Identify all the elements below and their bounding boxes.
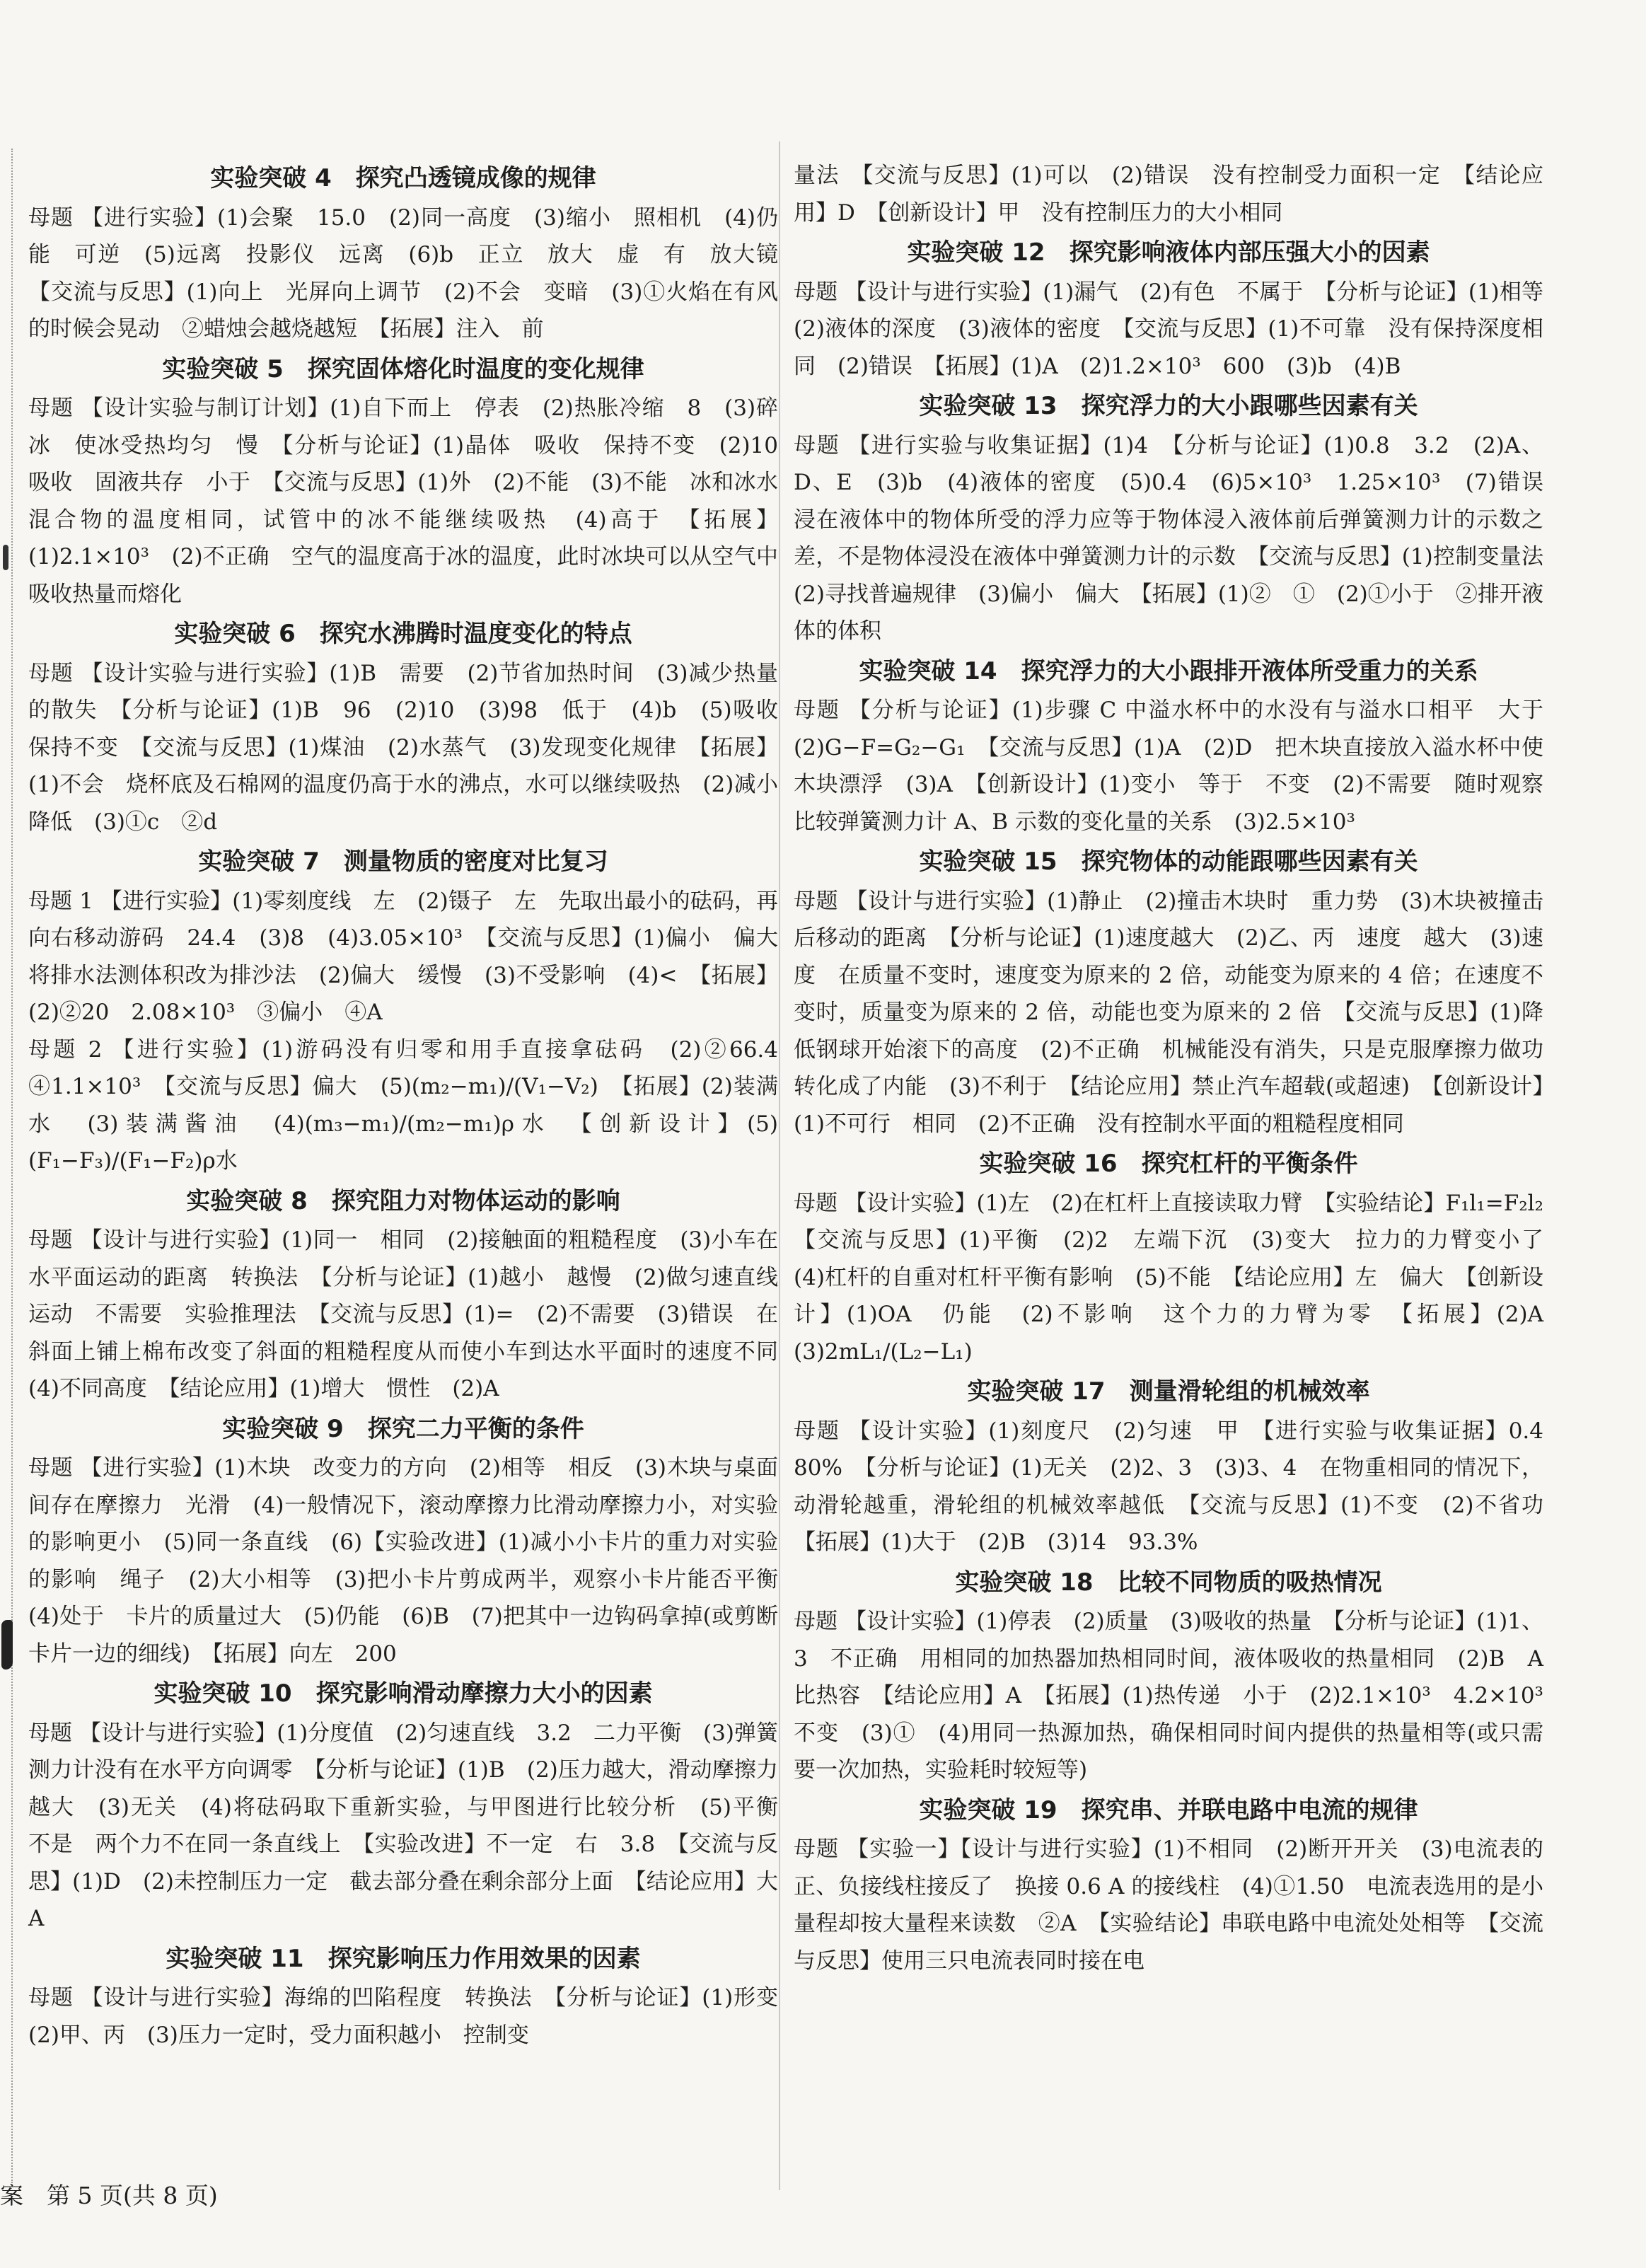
answer-paragraph: 母题 【实验一】【设计与进行实验】(1)不相同 (2)断开开关 (3)电流表的正、负接线柱接反了 换接 0.6 A 的接线柱 (4)①1.50 电流表选用的是小量程却按大量程来读数 ②A 【实验结论】串联电路中电流处处相等 【交流与反思】使用三只电流表同时接在电: [794, 1836, 1543, 1974]
answer-paragraph: 母题 【分析与论证】(1)步骤 C 中溢水杯中的水没有与溢水口相平 大于 (2)G−F=G₂−G₁ 【交流与反思】(1)A (2)D 把木块直接放入溢水杯中使木块漂浮 (3)A 【创新设计】(1)变小 等于 不变 (2)不需要 随时观察比较弹簧测力计 A、B 示数的变化量的关系 (3)2.5×10³: [794, 698, 1565, 835]
section-heading: 实验突破 10 探究影响滑动摩擦力大小的因素: [153, 1679, 653, 1708]
section-heading: 实验突破 11 探究影响压力作用效果的因素: [166, 1944, 641, 1973]
answer-paragraph: 母题 【设计实验】(1)刻度尺 (2)匀速 甲 【进行实验与收集证据】0.4 80% 【分析与论证】(1)无关 (2)2、3 (3)3、4 在物重相同的情况下，动滑轮越重，滑轮组的机械效率越低 【交流与反思】(1)不变 (2)不省功 【拓展】(1)大于 (2)B (3)14 93.3%: [794, 1418, 1565, 1555]
answer-paragraph: 母题 【设计与进行实验】(1)分度值 (2)匀速直线 3.2 二力平衡 (3)弹簧测力计没有在水平方向调零 【分析与论证】(1)B (2)压力越大，滑动摩擦力越大 (3)无关 (4)将砝码取下重新实验，与甲图进行比较分析 (5)平衡 不是 两个力不在同一条直线上 【实验改进】不一定 右 3.8 【交流与反思】(1)D (2)未控制压力一定 截去部分叠在剩余部分上面 【结论应用】大 A: [28, 1720, 800, 1931]
answer-paragraph: 母题 【设计实验与制订计划】(1)自下而上 停表 (2)热胀冷缩 8 (3)碎冰 使冰受热均匀 慢 【分析与论证】(1)晶体 吸收 保持不变 (2)10 吸收 固液共存 小于 【交流与反思】(1)外 (2)不能 (3)不能 冰和冰水混合物的温度相同，试管中的冰不能继续吸热 (4)高于 【拓展】(1)2.1×10³ (2)不正确 空气的温度高于冰的温度，此时冰块可以从空气中吸收热量而熔化: [28, 395, 800, 607]
section-heading: 实验突破 19 探究串、并联电路中电流的规律: [919, 1795, 1418, 1824]
left-column: [28, 157, 800, 2054]
section-heading: 实验突破 6 探究水沸腾时温度变化的特点: [174, 620, 632, 648]
answer-paragraph: 母题 【设计与进行实验】(1)静止 (2)撞击木块时 重力势 (3)木块被撞击后移动的距离 【分析与论证】(1)速度越大 (2)乙、丙 速度 越大 (3)速度 在质量不变时，速度变为原来的 2 倍，动能变为原来的 4 倍；在速度不变时，质量变为原来的 2 倍，动能也变为原来的 2 倍 【交流与反思】(1)降低钢球开始滚下的高度 (2)不正确 机械能没有消失，只是克服摩擦力做功转化成了内能 (3)不利于 【结论应用】禁止汽车超载(或超速) 【创新设计】(1)不可行 相同 (2)不正确 没有控制水平面的粗糙程度相同: [794, 888, 1543, 1137]
section-heading: 实验突破 5 探究固体熔化时温度的变化规律: [162, 354, 644, 383]
answer-paragraph: 量法 【交流与反思】(1)可以 (2)错误 没有控制受力面积一定 【结论应用】D 【创新设计】甲 没有控制压力的大小相同: [794, 163, 1543, 226]
answer-paragraph: 母题 【进行实验与收集证据】(1)4 【分析与论证】(1)0.8 3.2 (2)A、D、E (3)b (4)液体的密度 (5)0.4 (6)5×10³ 1.25×10³ (7)错误 浸在液体中的物体所受的浮力应等于物体浸入液体前后弹簧测力计的示数之差，不是物体浸没在液体中弹簧测力计的示数 【交流与反思】(1)控制变量法 (2)寻找普遍规律 (3)偏小 偏大 【拓展】(1)② ① (2)①小于 ②排开液体的体积: [794, 432, 1565, 644]
answer-paragraph: 母题 【进行实验】(1)会聚 15.0 (2)同一高度 (3)缩小 照相机 (4)仍能 可逆 (5)远离 投影仪 远离 (6)b 正立 放大 虚 有 放大镜 【交流与反思】(1)向上 光屏向上调节 (2)不会 变暗 (3)①火焰在有风的时候会晃动 ②蜡烛会越烧越短 【拓展】注入 前: [28, 204, 800, 342]
answer-paragraph: 母题 【进行实验】(1)木块 改变力的方向 (2)相等 相反 (3)木块与桌面间存在摩擦力 光滑 (4)一般情况下，滚动摩擦力比滑动摩擦力小，对实验的影响更小 (5)同一条直线 (6)【实验改进】(1)减小小卡片的重力对实验的影响 绳子 (2)大小相等 (3)把小卡片剪成两半，观察小卡片能否平衡 (4)处于 卡片的质量过大 (5)仍能 (6)B (7)把其中一边钩码拿掉(或剪断卡片一边的细线) 【拓展】向左 200: [28, 1455, 800, 1667]
section-heading: 实验突破 16 探究杠杆的平衡条件: [979, 1150, 1358, 1178]
section-heading: 实验突破 4 探究凸透镜成像的规律: [210, 164, 596, 192]
binding-margin-line: [11, 149, 13, 2183]
section-heading: 实验突破 8 探究阻力对物体运动的影响: [186, 1186, 620, 1215]
ink-mark-small: [3, 545, 8, 570]
answer-paragraph: 母题 1 【进行实验】(1)零刻度线 左 (2)镊子 左 先取出最小的砝码，再向右移动游码 24.4 (3)8 (4)3.05×10³ 【交流与反思】(1)偏小 偏大 将排水法测体积改为排沙法 (2)偏大 缓慢 (3)不受影响 (4)< 【拓展】(2)②20 2.08×10³ ③偏小 ④A: [28, 888, 800, 1025]
right-column: [794, 157, 1565, 1979]
section-heading: 实验突破 18 比较不同物质的吸热情况: [955, 1568, 1382, 1597]
page-footer: 案 第 5 页(共 8 页): [0, 2182, 218, 2209]
section-heading: 实验突破 14 探究浮力的大小跟排开液体所受重力的关系: [859, 656, 1478, 685]
section-heading: 实验突破 12 探究影响液体内部压强大小的因素: [907, 238, 1430, 267]
section-heading: 实验突破 7 测量物质的密度对比复习: [198, 847, 608, 876]
section-heading: 实验突破 9 探究二力平衡的条件: [222, 1414, 584, 1443]
answer-paragraph: 母题 2 【进行实验】(1)游码没有归零和用手直接拿砝码 (2)②66.4 ④1.1×10³ 【交流与反思】偏大 (5)(m₂−m₁)/(V₁−V₂) 【拓展】(2)装满水 (3)装满酱油 (4)(m₃−m₁)/(m₂−m₁)ρ水 【创新设计】(5)(F₁−F₃)/(F₁−F₂)ρ水: [28, 1036, 800, 1174]
answer-paragraph: 母题 【设计实验】(1)左 (2)在杠杆上直接读取力臂 【实验结论】F₁l₁=F₂l₂ 【交流与反思】(1)平衡 (2)2 左端下沉 (3)变大 拉力的力臂变小了 (4)杠杆的自重对杠杆平衡有影响 (5)不能 【结论应用】左 偏大 【创新设计】(1)OA 仍能 (2)不影响 这个力的力臂为零 【拓展】(2)A (3)2mL₁/(L₂−L₁): [794, 1190, 1565, 1365]
section-heading: 实验突破 15 探究物体的动能跟哪些因素有关: [919, 847, 1418, 876]
section-heading: 实验突破 13 探究浮力的大小跟哪些因素有关: [919, 392, 1418, 420]
answer-paragraph: 母题 【设计与进行实验】海绵的凹陷程度 转换法 【分析与论证】(1)形变 (2)甲、丙 (3)压力一定时，受力面积越小 控制变: [28, 1985, 800, 2048]
ink-mark: [1, 1620, 13, 1670]
answer-paragraph: 母题 【设计与进行实验】(1)漏气 (2)有色 不属于 【分析与论证】(1)相等 (2)液体的深度 (3)液体的密度 【交流与反思】(1)不可靠 没有保持深度相同 (2)错误 【拓展】(1)A (2)1.2×10³ 600 (3)b (4)B: [794, 279, 1565, 379]
answer-paragraph: 母题 【设计实验】(1)停表 (2)质量 (3)吸收的热量 【分析与论证】(1)1、3 不正确 用相同的加热器加热相同时间，液体吸收的热量相同 (2)B A 比热容 【结论应用】A 【拓展】(1)热传递 小于 (2)2.1×10³ 4.2×10³ 不变 (3)① (4)用同一热源加热，确保相同时间内提供的热量相等(或只需要一次加热，实验耗时较短等): [794, 1609, 1565, 1783]
answer-paragraph: 母题 【设计与进行实验】(1)同一 相同 (2)接触面的粗糙程度 (3)小车在水平面运动的距离 转换法 【分析与论证】(1)越小 越慢 (2)做匀速直线运动 不需要 实验推理法 【交流与反思】(1)= (2)不需要 (3)错误 在斜面上铺上棉布改变了斜面的粗糙程度从而使小车到达水平面时的速度不同 (4)不同高度 【结论应用】(1)增大 惯性 (2)A: [28, 1227, 800, 1401]
section-heading: 实验突破 17 测量滑轮组的机械效率: [967, 1377, 1370, 1406]
answer-paragraph: 母题 【设计实验与进行实验】(1)B 需要 (2)节省加热时间 (3)减少热量的散失 【分析与论证】(1)B 96 (2)10 (3)98 低于 (4)b (5)吸收 保持不变 【交流与反思】(1)煤油 (2)水蒸气 (3)发现变化规律 【拓展】(1)不会 烧杯底及石棉网的温度仍高于水的沸点，水可以继续吸热 (2)减小 降低 (3)①c ②d: [28, 660, 800, 835]
